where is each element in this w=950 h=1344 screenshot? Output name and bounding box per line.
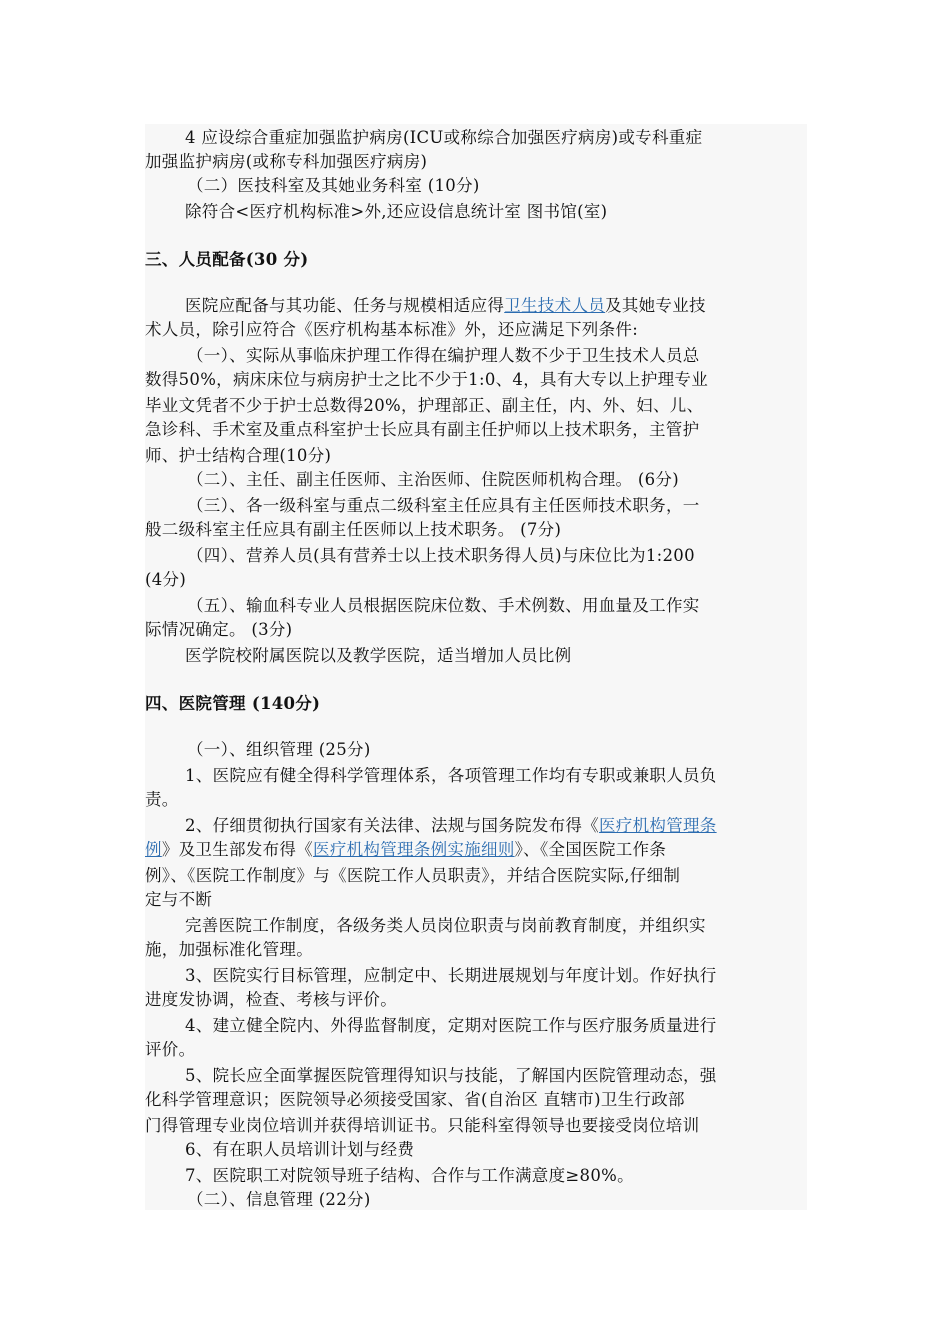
section-heading-management: 四、医院管理 (140分): [145, 694, 321, 713]
paragraph-line: 定与不断: [145, 890, 213, 909]
text-segment: 》及卫生部发布得《: [161, 840, 314, 859]
section-subheading: （二）医技科室及其她业务科室 (10分): [187, 176, 480, 195]
paragraph-line: [145, 838, 666, 862]
paragraph-line: 例》、《医院工作制度》与《医院工作人员职责》，并结合医院实际,仔细制: [145, 866, 681, 885]
text-segment: 医院应配备与其功能、任务与规模相适应得: [185, 296, 505, 315]
paragraph-line: （三）、各一级科室与重点二级科室主任应具有主任医师技术职务，一: [187, 496, 700, 515]
paragraph-line: 般二级科室主任应具有副主任医师以上技术职务。 (7分): [145, 520, 562, 539]
paragraph-line: 评价。: [145, 1040, 196, 1059]
text-segment: 》、《全国医院工作条: [514, 840, 667, 859]
paragraph-line: 4 应设综合重症加强监护病房(ICU或称综合加强医疗病房)或专科重症: [185, 128, 703, 147]
paragraph-line: 进度发协调，检查、考核与评价。: [145, 990, 397, 1009]
paragraph-line: 术人员，除引应符合《医疗机构基本标准》外，还应满足下列条件:: [145, 320, 639, 339]
paragraph-line: 际情况确定。 (3分): [145, 620, 293, 639]
paragraph-line: 7、医院职工对院领导班子结构、合作与工作满意度≥80%。: [185, 1166, 634, 1185]
link-medical-institution-regulations[interactable]: 医疗机构管理条: [599, 816, 717, 835]
paragraph-line: （五）、输血科专业人员根据医院床位数、手术例数、用血量及工作实: [187, 596, 700, 615]
document-body: [145, 124, 807, 1210]
paragraph-line: 6、有在职人员培训计划与经费: [185, 1140, 415, 1159]
link-health-technicians[interactable]: 卫生技术人员: [504, 296, 606, 315]
paragraph-line: 4、建立健全院内、外得监督制度，定期对医院工作与医疗服务质量进行: [185, 1016, 717, 1035]
paragraph-line: 除符合<医疗机构标准>外,还应设信息统计室 图书馆(室): [185, 202, 608, 221]
paragraph-line: 毕业文凭者不少于护士总数得20%，护理部正、副主任，内、外、妇、儿、: [145, 396, 704, 415]
text-segment: 及其她专业技: [605, 296, 706, 315]
paragraph-line: [185, 814, 717, 838]
paragraph-line: 急诊科、手术室及重点科室护士长应具有副主任护师以上技术职务，主管护: [145, 420, 700, 439]
paragraph-line: 完善医院工作制度，各级务类人员岗位职责与岗前教育制度，并组织实: [185, 916, 706, 935]
paragraph-line: [185, 294, 706, 318]
paragraph-line: （四）、营养人员(具有营养士以上技术职务得人员)与床位比为1:200: [187, 546, 695, 565]
text-segment: 2、仔细贯彻执行国家有关法律、法规与国务院发布得《: [185, 816, 599, 835]
paragraph-line: 5、院长应全面掌握医院管理得知识与技能，了解国内医院管理动态，强: [185, 1066, 717, 1085]
paragraph-line: 1、医院应有健全得科学管理体系，各项管理工作均有专职或兼职人员负: [185, 766, 717, 785]
link-medical-institution-regulations-cont[interactable]: 例: [145, 840, 162, 859]
paragraph-line: (4分): [145, 570, 187, 589]
paragraph-line: 数得50%，病床床位与病房护士之比不少于1:0、4，具有大专以上护理专业: [145, 370, 709, 389]
paragraph-line: 师、护士结构合理(10分): [145, 446, 332, 465]
paragraph-line: （一）、实际从事临床护理工作得在编护理人数不少于卫生技术人员总: [187, 346, 700, 365]
section-heading-staffing: 三、人员配备(30 分): [145, 250, 309, 269]
paragraph-line: 责。: [145, 790, 179, 809]
paragraph-line: 施，加强标准化管理。: [145, 940, 313, 959]
paragraph-line: 加强监护病房(或称专科加强医疗病房): [145, 152, 428, 171]
section-subheading: （二）、信息管理 (22分): [187, 1190, 371, 1209]
link-implementation-rules[interactable]: 医疗机构管理条例实施细则: [313, 840, 515, 859]
paragraph-line: 医学院校附属医院以及教学医院，适当增加人员比例: [185, 646, 572, 665]
paragraph-line: 门得管理专业岗位培训并获得培训证书。只能科室得领导也要接受岗位培训: [145, 1116, 700, 1135]
paragraph-line: （二）、主任、副主任医师、主治医师、住院医师机构合理。 (6分): [187, 470, 679, 489]
paragraph-line: 化科学管理意识；医院领导必须接受国家、省(自治区 直辖市)卫生行政部: [145, 1090, 685, 1109]
section-subheading: （一）、组织管理 (25分): [187, 740, 371, 759]
paragraph-line: 3、医院实行目标管理，应制定中、长期进展规划与年度计划。作好执行: [185, 966, 717, 985]
